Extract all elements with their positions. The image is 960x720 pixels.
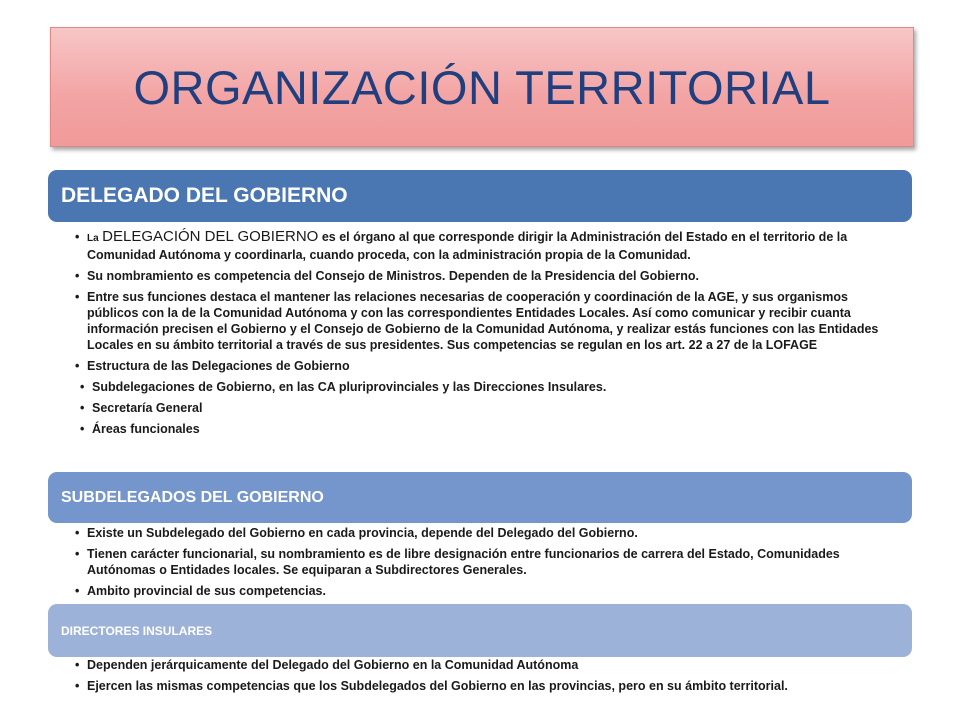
list-item: • Entre sus funciones destaca el mantener las relaciones necesarias de cooperación y coordinación de la AGE, y sus organismos públicos con la de la Comunidad Autónoma y con las correspondientes Entidades Locales. Así como comunicar y recibir cuanta información precisen el Gobierno y el Consejo de Gobierno de la Comunidad Autónoma, y realizar estás funciones con las Entidades Locales en su ámbito territorial a través de sus presidentes. Sus competencias se regulan en los art. 22 a 27 de la LOFAGE [74, 289, 894, 353]
section-header-subdelegados-label: SUBDELEGADOS DEL GOBIERNO [61, 488, 324, 506]
list-item: • Estructura de las Delegaciones de Gobierno [74, 358, 894, 374]
page-title: ORGANIZACIÓN TERRITORIAL [133, 60, 831, 114]
list-item: • Existe un Subdelegado del Gobierno en cada provincia, depende del Delegado del Gobierno. [74, 525, 894, 541]
directores-list [74, 657, 894, 699]
list-item: • Ambito provincial de sus competencias. [74, 583, 894, 599]
list-item [74, 229, 894, 263]
list-item: • Tienen carácter funcionarial, su nombramiento es de libre designación entre funcionarios de carrera del Estado, Comunidades Autónomas o Entidades locales. Se equiparan a Subdirectores Generales. [74, 546, 894, 578]
item-text: es el órgano al que corresponde dirigir la Administración del Estado en el territorio de la Comunidad Autónoma y coordinarla, cuando proceda, con la administración propia de la Comunidad. [87, 230, 848, 262]
section-header-delegado-label: DELEGADO DEL GOBIERNO [61, 184, 348, 207]
title-box [50, 27, 914, 147]
item-emphasis: DELEGACIÓN DEL GOBIERNO [102, 228, 319, 245]
sub-list-item: • Subdelegaciones de Gobierno, en las CA pluriprovinciales y las Direcciones Insulares. [79, 379, 894, 395]
section-header-directores [48, 604, 912, 657]
section-header-subdelegados [48, 472, 912, 523]
list-item: • Su nombramiento es competencia del Consejo de Ministros. Dependen de la Presidencia del Gobierno. [74, 268, 894, 284]
item-prefix: La [87, 233, 99, 244]
section-header-directores-label: DIRECTORES INSULARES [61, 623, 213, 638]
subdelegados-list [74, 525, 894, 604]
sub-list-item: • Áreas funcionales [79, 421, 894, 437]
list-item: • Ejercen las mismas competencias que los Subdelegados del Gobierno en las provincias, pero en su ámbito territorial. [74, 678, 894, 694]
delegado-list [74, 229, 894, 442]
list-item: • Dependen jerárquicamente del Delegado del Gobierno en la Comunidad Autónoma [74, 657, 894, 673]
section-header-delegado [48, 170, 912, 222]
sub-list-item: • Secretaría General [79, 400, 894, 416]
